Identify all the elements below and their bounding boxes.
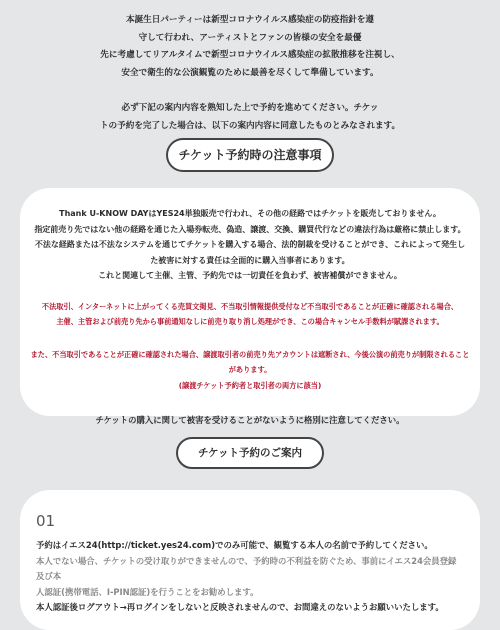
intro-line: トの予約を完了した場合は、以下の案内内容に同意したものとみなされます。 — [99, 120, 401, 131]
warning-block — [30, 299, 470, 330]
notice-final: チケットの購入に関して被害を受けることがないように格別に注意してください。 — [95, 415, 405, 425]
guide-line: 本人認証後ログアウト→再ログインをしないと反映されませんので、お間違えのないようお願いいたします。 — [36, 602, 444, 612]
guide-line: 本人でない場合、チケットの受け取りができませんので、予約時の不利益を防ぐため、事前にイエス24会員登録及び本 — [36, 555, 457, 581]
intro-line: 必ず下記の案内内容を熟知した上で予約を進めてください。チケッ — [121, 103, 379, 113]
intro-line: 安全で衛生的な公演観覧のために最善を尽くして準備しています。 — [121, 67, 379, 78]
notice-line: これと関連して主催、主管、予約先では一切責任を負わず、被害補償ができません。 — [98, 271, 402, 280]
guide-heading: チケット予約のご案内 — [176, 437, 324, 469]
guide-card — [20, 490, 480, 630]
notice-card — [20, 188, 480, 425]
guide-line: 人認証(携帯電話、I-PIN認証)を行うことをお勧めします。 — [36, 586, 259, 597]
notice-line: Thank U-KNOW DAYはYES24単独販売で行われ、その他の経路ではチケットを販売しておりません。 — [59, 209, 441, 218]
guide-number: 01 — [36, 512, 56, 530]
spacer — [0, 82, 500, 100]
warning-line: (譲渡チケット予約者と取引者の両方に該当) — [178, 380, 322, 390]
notice-line: 指定前売り先ではない他の経路を通じた入場券転売、偽造、譲渡、交換、購買代行などの違法行為は厳格に禁止します。 — [34, 224, 466, 234]
intro-line: 本誕生日パーティーは新型コロナウイルス感染症の防疫指針を遵 — [125, 15, 375, 25]
warning-line: また、不当取引であることが正確に確認された場合、譲渡取引者の前売り先アカウントは遮断され、今後公演の前売りが制限されることがあります。 — [30, 349, 470, 374]
intro-line: 守して行われ、アーティストとファンの皆様の安全を最優 — [138, 32, 362, 43]
notice-line: た被害に対する責任は全面的に購入当事者にあります。 — [150, 255, 350, 265]
warning-line: 不法取引、インターネットに上がってくる売買文掲見、不当取引情報提供受付など不当取引であることが正確に確認される場合、 — [41, 301, 459, 311]
notice-heading: チケット予約時の注意事項 — [166, 138, 334, 172]
intro-text — [0, 12, 500, 135]
notice-line: 不法な経路または不法なシステムを通じてチケットを購入する場合、法的制裁を受けることができ、これによって発生し — [34, 240, 466, 249]
guide-line: 予約はイエス24(http://ticket.yes24.com)でのみ可能で、観覧する本人の名前で予約してください。 — [36, 540, 433, 550]
warning-block — [30, 347, 470, 394]
intro-line: 先に考慮してリアルタイムで新型コロナウイルス感染症の拡散推移を注視し、 — [100, 50, 400, 60]
warning-line: 主催、主管および前売り先から事前通知なしに前売り取り消し処理ができ、この場合キャンセル手数料が賦課されます。 — [56, 317, 444, 326]
